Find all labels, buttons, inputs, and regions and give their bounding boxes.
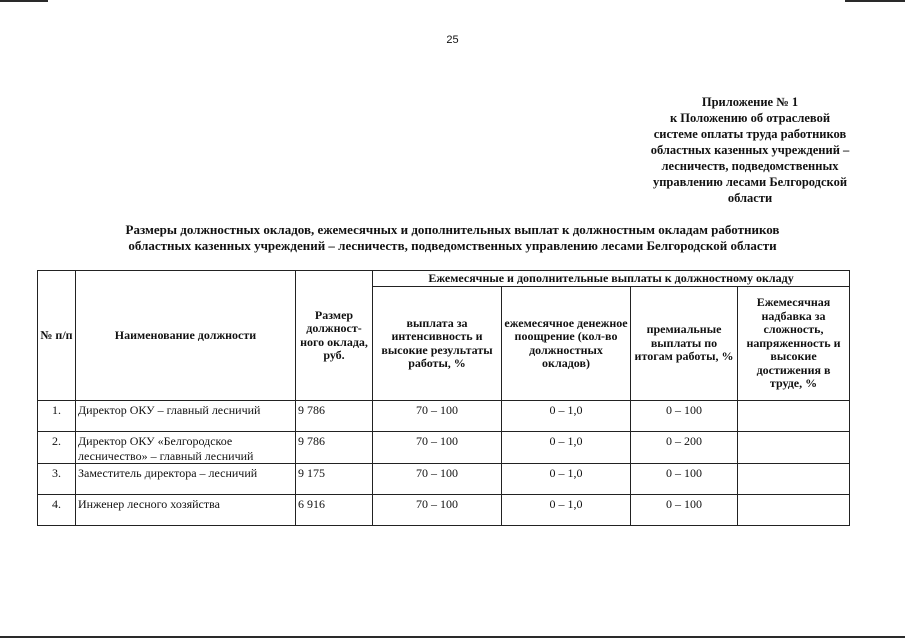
header-payments-group: Ежемесячные и дополнительные выплаты к должностному окладу [373, 271, 850, 287]
cell-num: 1. [38, 401, 76, 432]
cell-intensity: 70 – 100 [373, 464, 502, 495]
scan-edge-bottom [0, 636, 905, 638]
cell-intensity: 70 – 100 [373, 495, 502, 526]
table-row [38, 401, 850, 432]
table-row [38, 432, 850, 464]
table-row [38, 495, 850, 526]
header-incentive: ежемесячное денежное поощрение (кол-во должностных окладов) [502, 287, 631, 401]
scan-edge-top-right [845, 0, 905, 2]
salary-table [37, 270, 850, 526]
appendix-line: области [727, 191, 773, 205]
cell-bonus: 0 – 200 [631, 432, 738, 464]
cell-incentive: 0 – 1,0 [502, 401, 631, 432]
cell-salary: 9 175 [296, 464, 373, 495]
cell-position: Директор ОКУ «Белгородское лесничество» – главный лесничий [76, 432, 296, 464]
cell-incentive: 0 – 1,0 [502, 432, 631, 464]
cell-position: Директор ОКУ – главный лесничий [76, 401, 296, 432]
appendix-block [630, 94, 870, 206]
header-intensity: выплата за интенсивность и высокие результаты работы, % [373, 287, 502, 401]
cell-incentive: 0 – 1,0 [502, 495, 631, 526]
appendix-line: управлению лесами Белгородской [652, 175, 848, 189]
document-title-line: Размеры должностных окладов, ежемесячных и дополнительных выплат к должностным окладам работников [125, 222, 780, 237]
table-row [38, 464, 850, 495]
cell-position: Заместитель директора – лесничий [76, 464, 296, 495]
cell-bonus: 0 – 100 [631, 464, 738, 495]
cell-incentive: 0 – 1,0 [502, 464, 631, 495]
header-num: № п/п [38, 271, 76, 401]
appendix-line: Приложение № 1 [701, 95, 799, 109]
document-title-line: областных казенных учреждений – лесничеств, подведомственных управлению лесами Белгородской области [128, 238, 777, 253]
appendix-line: системе оплаты труда работников [653, 127, 847, 141]
cell-salary: 9 786 [296, 401, 373, 432]
page-number: 25 [446, 34, 459, 46]
appendix-line: к Положению об отраслевой [669, 111, 831, 125]
header-bonus: премиальные выплаты по итогам работы, % [631, 287, 738, 401]
cell-salary: 9 786 [296, 432, 373, 464]
header-position: Наименование должности [76, 271, 296, 401]
scan-edge-top-left [0, 0, 48, 2]
cell-bonus: 0 – 100 [631, 401, 738, 432]
cell-num: 4. [38, 495, 76, 526]
cell-intensity: 70 – 100 [373, 432, 502, 464]
cell-num: 3. [38, 464, 76, 495]
cell-num: 2. [38, 432, 76, 464]
cell-allowance [738, 495, 850, 526]
cell-allowance [738, 432, 850, 464]
appendix-line: областных казенных учреждений – [650, 143, 850, 157]
header-salary: Размер должност-ного оклада, руб. [296, 271, 373, 401]
cell-allowance [738, 401, 850, 432]
cell-bonus: 0 – 100 [631, 495, 738, 526]
appendix-line: лесничеств, подведомственных [661, 159, 839, 173]
cell-salary: 6 916 [296, 495, 373, 526]
cell-intensity: 70 – 100 [373, 401, 502, 432]
header-allowance: Ежемесячная надбавка за сложность, напряженность и высокие достижения в труде, % [738, 287, 850, 401]
cell-allowance [738, 464, 850, 495]
cell-position: Инженер лесного хозяйства [76, 495, 296, 526]
document-title [40, 222, 865, 254]
